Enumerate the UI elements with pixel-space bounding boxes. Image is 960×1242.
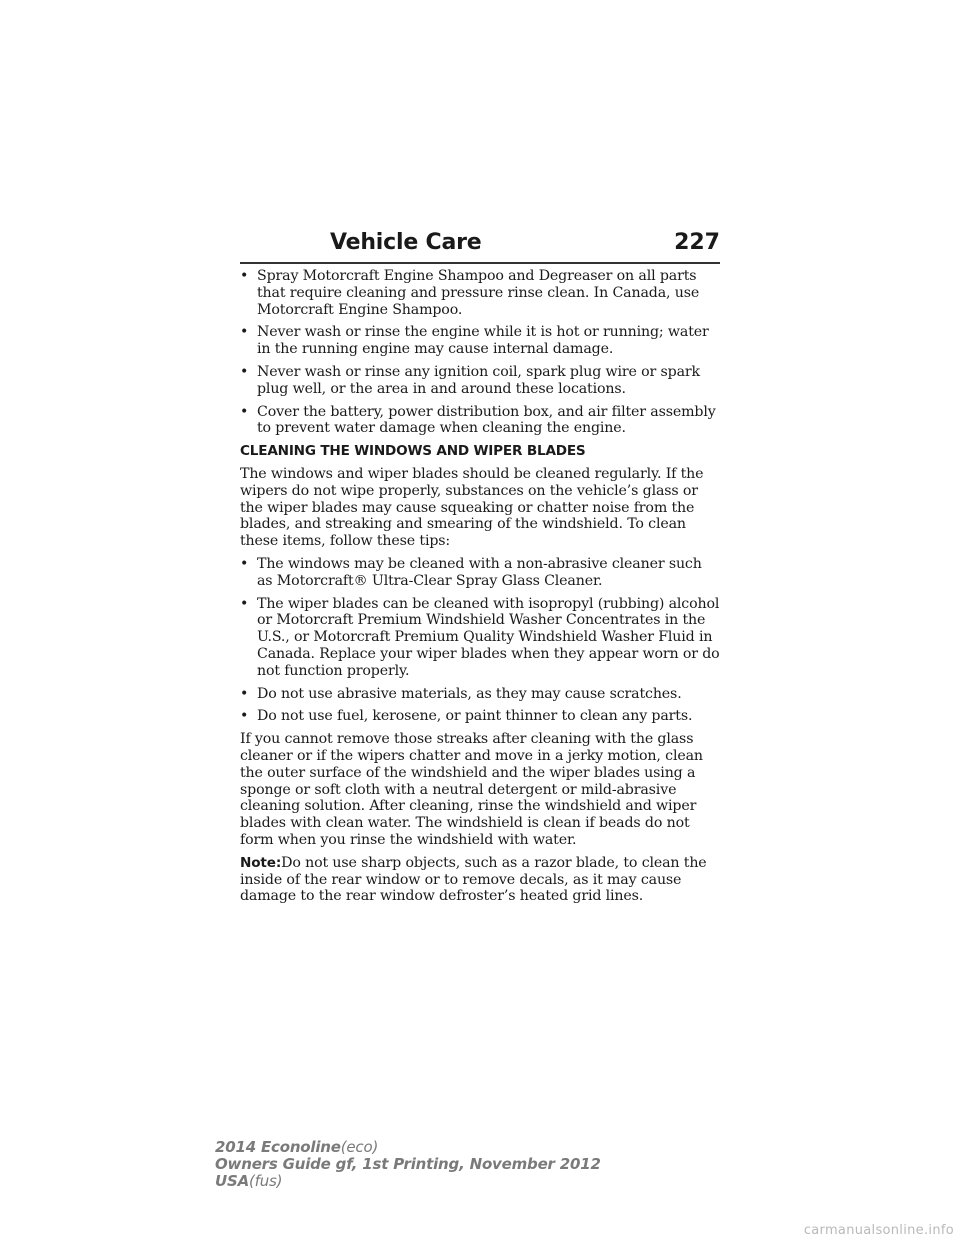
bullet-icon: • bbox=[240, 685, 249, 702]
list-item bbox=[240, 556, 720, 590]
list-item-text: Cover the battery, power distribution box, and air filter assembly to prevent water damage when cleaning the engine. bbox=[257, 403, 716, 437]
list-item bbox=[240, 404, 720, 438]
list-item bbox=[240, 324, 720, 358]
footer-market: USA bbox=[215, 1172, 249, 1190]
engine-cleaning-list bbox=[240, 268, 720, 437]
list-item-text: The windows may be cleaned with a non-abrasive cleaner such as Motorcraft® Ultra-Clear Spray Glass Cleaner. bbox=[257, 555, 702, 589]
list-item bbox=[240, 596, 720, 680]
list-item bbox=[240, 268, 720, 318]
note-paragraph bbox=[240, 855, 720, 905]
bullet-icon: • bbox=[240, 403, 249, 420]
body-paragraph: If you cannot remove those streaks after cleaning with the glass cleaner or if the wipers chatter and move in a jerky motion, clean the outer surface of the windshield and the wiper blades using a sponge or soft cloth with a neutral detergent or mild-abrasive cleaning solution. After cleaning, rinse the windshield and wiper blades with clean water. The windshield is clean if beads do not form when you rinse the windshield with water. bbox=[240, 731, 703, 848]
list-item bbox=[240, 364, 720, 398]
bullet-icon: • bbox=[240, 708, 249, 725]
section-heading: CLEANING THE WINDOWS AND WIPER BLADES bbox=[240, 443, 586, 460]
footer-line-market bbox=[215, 1173, 601, 1190]
list-item bbox=[240, 686, 720, 703]
bullet-icon: • bbox=[240, 324, 249, 341]
note-text: Do not use sharp objects, such as a razor blade, to clean the inside of the rear window or to remove decals, as it may cause damage to the rear window defroster’s heated grid lines. bbox=[240, 854, 707, 905]
bullet-icon: • bbox=[240, 268, 249, 284]
bullet-icon: • bbox=[240, 595, 249, 612]
footer-printing: Owners Guide gf, 1st Printing, November 2012 bbox=[215, 1155, 601, 1173]
page-header bbox=[240, 228, 720, 264]
page-number: 227 bbox=[674, 230, 720, 255]
list-item-text: Do not use fuel, kerosene, or paint thinner to clean any parts. bbox=[257, 708, 693, 725]
section-title: Vehicle Care bbox=[330, 230, 482, 255]
bullet-icon: • bbox=[240, 555, 249, 572]
list-item-text: Never wash or rinse any ignition coil, spark plug wire or spark plug well, or the area in and around these locations. bbox=[257, 363, 700, 397]
section-intro: The windows and wiper blades should be cleaned regularly. If the wipers do not wipe properly, substances on the vehicle’s glass or the wiper blades may cause squeaking or chatter noise from the blades, and streaking and smearing of the windshield. To clean these items, follow these tips: bbox=[240, 465, 704, 550]
document-footer bbox=[215, 1139, 601, 1190]
note-label: Note: bbox=[240, 854, 282, 871]
page-content bbox=[240, 268, 720, 911]
list-item-text: The wiper blades can be cleaned with isopropyl (rubbing) alcohol or Motorcraft Premium Windshield Washer Concentrates in the U.S., or Motorcraft Premium Quality Windshield Washer Fluid in Canada. Replace your wiper blades when they appear worn or do not function properly. bbox=[257, 595, 720, 679]
list-item-text: Spray Motorcraft Engine Shampoo and Degreaser on all parts that require cleaning and pressure rinse clean. In Canada, use Motorcraft Engine Shampoo. bbox=[257, 268, 700, 318]
footer-market-code: (fus) bbox=[249, 1172, 283, 1190]
list-item bbox=[240, 708, 720, 725]
footer-model-code: (eco) bbox=[340, 1138, 379, 1156]
footer-line-model bbox=[215, 1139, 601, 1156]
footer-model: 2014 Econoline bbox=[215, 1138, 341, 1156]
list-item-text: Never wash or rinse the engine while it is hot or running; water in the running engine may cause internal damage. bbox=[257, 324, 709, 358]
watermark-link[interactable]: carmanualsonline.info bbox=[803, 1223, 954, 1238]
bullet-icon: • bbox=[240, 363, 249, 380]
list-item-text: Do not use abrasive materials, as they may cause scratches. bbox=[257, 685, 682, 702]
window-cleaning-list bbox=[240, 556, 720, 725]
